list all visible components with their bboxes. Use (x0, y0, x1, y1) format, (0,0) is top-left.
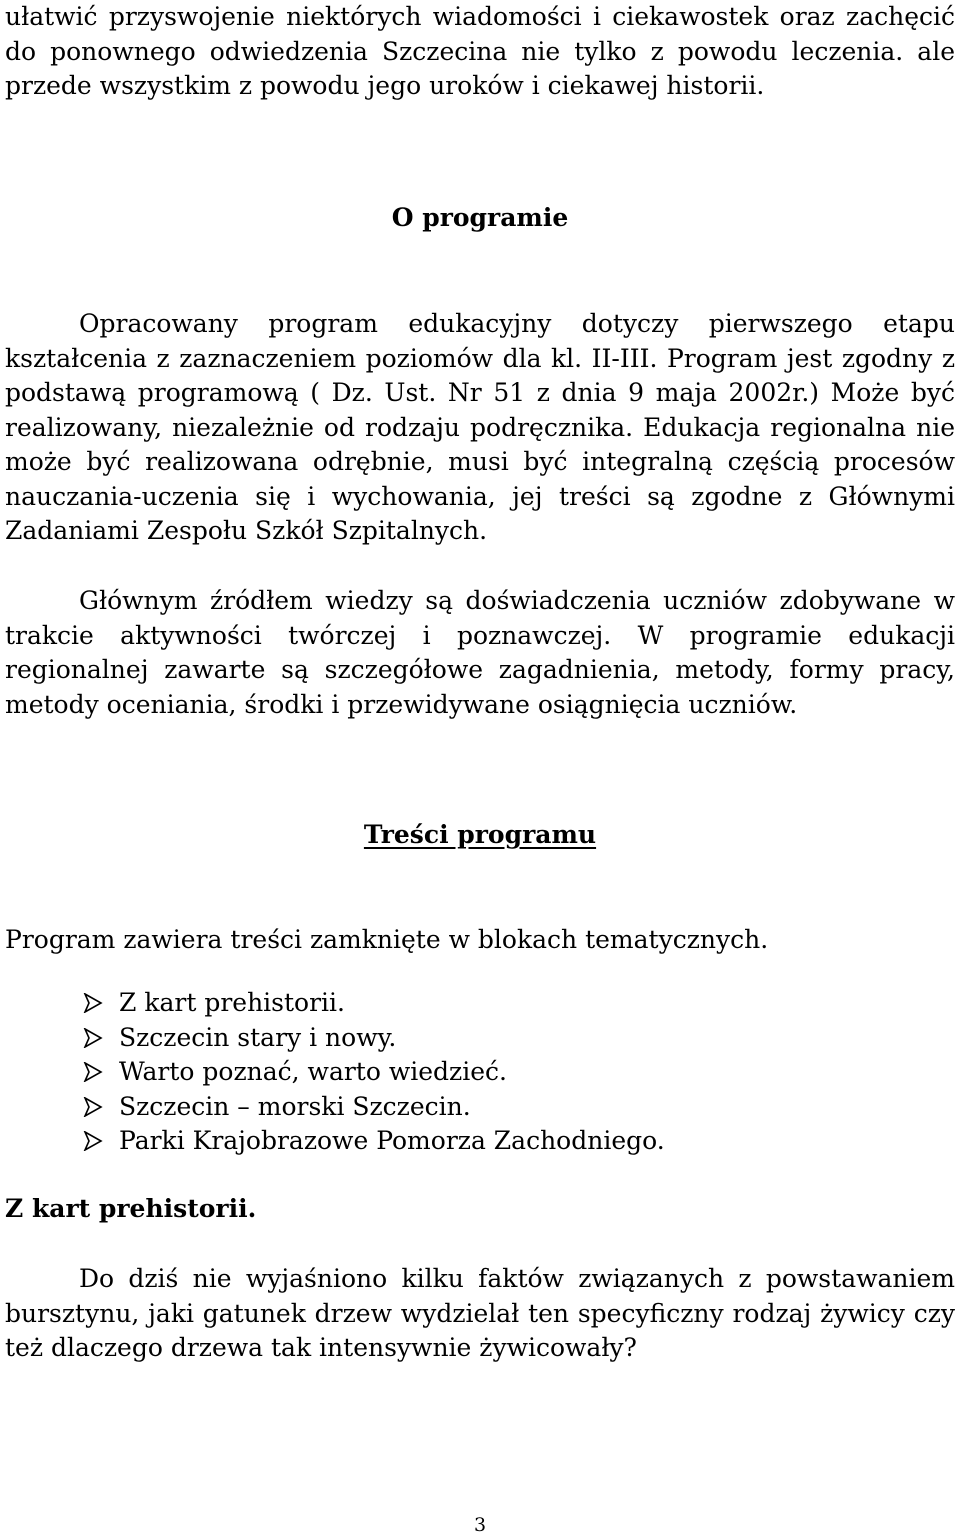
document-page (5, 0, 955, 1537)
intro-paragraph-end: ułatwić przyswojenie niektórych wiadomości i ciekawostek oraz zachęcić do ponownego odwiedzenia Szczecina nie tylko z powodu leczenia. ale przede wszystkim z powodu jego uroków i ciekawej historii. (5, 2, 955, 100)
about-paragraph-2: Głównym źródłem wiedzy są doświadczenia uczniów zdobywane w trakcie aktywności twórczej i poznawczej. W programie edukacji regionalnej zawarte są szczegółowe zagadnienia, metody, formy pracy, metody oceniania, środki i przewidywane osiągnięcia uczniów. (5, 586, 955, 719)
list-item (83, 1124, 665, 1159)
list-item-label: Z kart prehistorii. (119, 988, 345, 1017)
contents-intro: Program zawiera treści zamknięte w blokach tematycznych. (5, 925, 769, 954)
list-item (83, 1055, 665, 1090)
list-item (83, 1021, 665, 1056)
list-item-label: Szczecin – morski Szczecin. (119, 1091, 471, 1121)
arrowhead-bullet-icon (83, 1062, 119, 1082)
heading-o-programie: O programie (391, 203, 569, 232)
list-item-label: Parki Krajobrazowe Pomorza Zachodniego. (119, 1126, 665, 1155)
page-number: 3 (473, 1514, 487, 1536)
arrowhead-bullet-icon (83, 1028, 119, 1048)
list-item (83, 986, 665, 1021)
about-paragraph-1: Opracowany program edukacyjny dotyczy pierwszego etapu kształcenia z zaznaczeniem poziomów dla kl. II-III. Program jest zgodny z podstawą programową ( Dz. Ust. Nr 51 z dnia 9 maja 2002r.) Może być realizowany, niezależnie od rodzaju podręcznika. Edukacja regionalna nie może być realizowana odrębnie, musi być integralną częścią procesów nauczania-uczenia się i wychowania, jej treści są zgodne z Głównymi Zadaniami Zespołu Szkół Szpitalnych. (5, 309, 955, 545)
list-item-label: Warto poznać, warto wiedzieć. (119, 1057, 507, 1086)
thematic-blocks-list (83, 986, 665, 1159)
list-item (83, 1090, 665, 1125)
prehistory-paragraph: Do dziś nie wyjaśniono kilku faktów związanych z powstawaniem bursztynu, jaki gatunek drzew wydzielał ten specyficzny rodzaj żywicy czy też dlaczego drzewa tak intensywnie żywicowały? (5, 1264, 955, 1362)
arrowhead-bullet-icon (83, 993, 119, 1013)
heading-z-kart-prehistorii: Z kart prehistorii. (5, 1194, 257, 1223)
list-item-label: Szczecin stary i nowy. (119, 1022, 397, 1052)
heading-tresci-programu: Treści programu (363, 820, 597, 849)
arrowhead-bullet-icon (83, 1097, 119, 1117)
arrowhead-bullet-icon (83, 1131, 119, 1151)
